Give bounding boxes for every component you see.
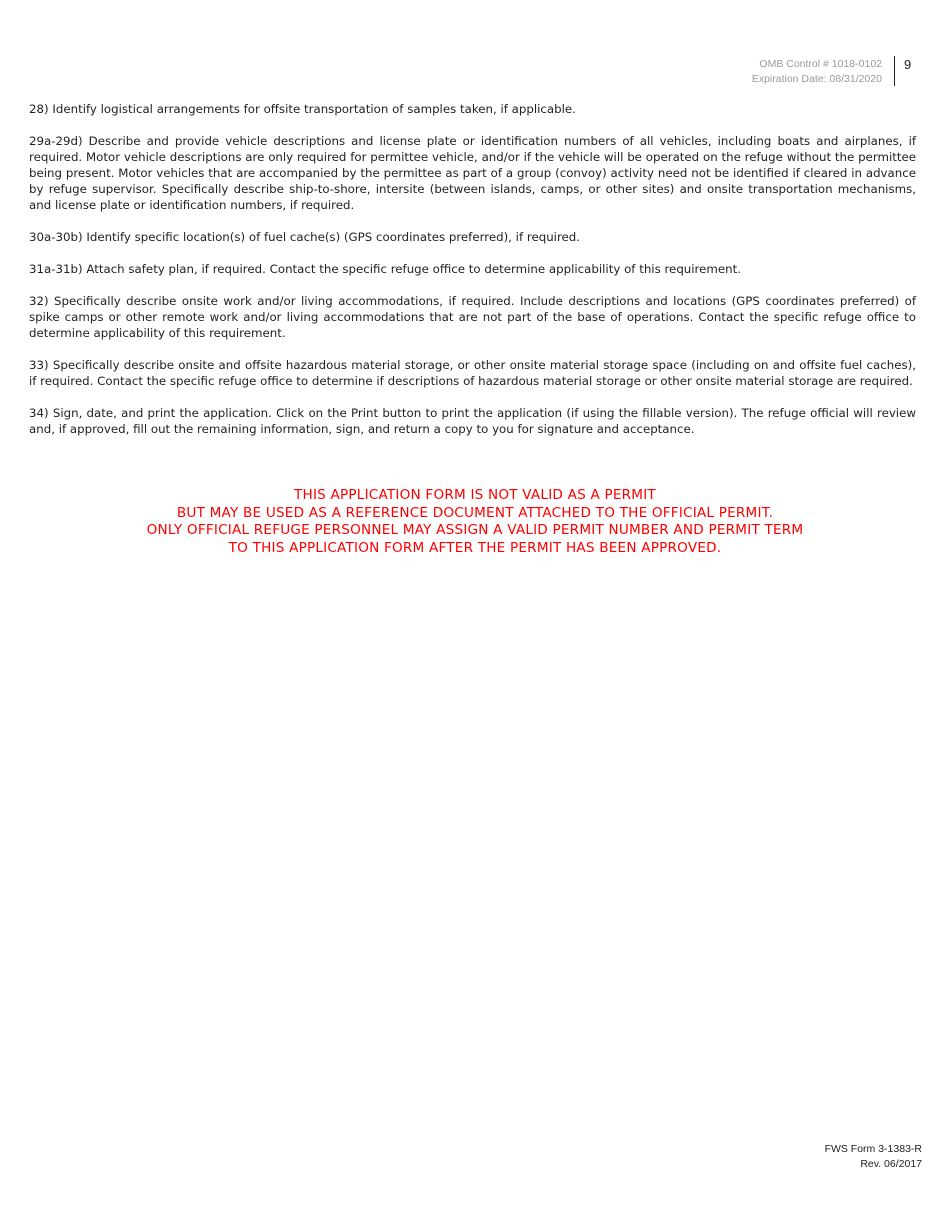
instruction-32: 32) Specifically describe onsite work and/or living accommodations, if required. Include descriptions and locations (GPS coordinates preferred) of spike camps or other remote work and/or living accommodations that are not part of the base of operations. Contact the specific refuge office to determine applicability of this requirement. — [29, 294, 916, 340]
notice-line: TO THIS APPLICATION FORM AFTER THE PERMIT HAS BEEN APPROVED. — [228, 539, 722, 556]
omb-control-number: OMB Control # 1018-0102 — [759, 58, 882, 70]
expiration-date: Expiration Date: 08/31/2020 — [751, 73, 882, 85]
page-number: 9 — [904, 57, 912, 72]
instructions-section — [29, 101, 916, 453]
form-number: FWS Form 3-1383-R — [824, 1143, 922, 1155]
instruction-29: 29a-29d) Describe and provide vehicle descriptions and license plate or identification numbers of all vehicles, including boats and airplanes, if required. Motor vehicle descriptions are only required for permittee vehicle, and/or if the vehicle will be operated on the refuge without the permittee being present. Motor vehicles that are accompanied by the permittee as part of a group (convoy) activity need not be identified if cleared in advance by refuge supervisor. Specifically describe ship-to-shore, intersite (between islands, camps, or other sites) and onsite transportation mechanisms, and license plate or identification numbers, if required. — [29, 134, 916, 212]
notice-line: THIS APPLICATION FORM IS NOT VALID AS A PERMIT — [294, 487, 656, 503]
header-divider — [894, 56, 895, 86]
instruction-34: 34) Sign, date, and print the application. Click on the Print button to print the application (if using the fillable version). The refuge official will review and, if approved, fill out the remaining information, sign, and return a copy to you for signature and acceptance. — [29, 406, 916, 436]
page-header — [0, 55, 950, 91]
page-footer — [825, 1142, 922, 1172]
instruction-28: 28) Identify logistical arrangements for offsite transportation of samples taken, if applicable. — [29, 102, 576, 116]
instruction-31: 31a-31b) Attach safety plan, if required. Contact the specific refuge office to determine applicability of this requirement. — [29, 262, 742, 276]
permit-validity-notice — [0, 487, 950, 557]
notice-line: BUT MAY BE USED AS A REFERENCE DOCUMENT ATTACHED TO THE OFFICIAL PERMIT. — [176, 504, 774, 521]
notice-line: ONLY OFFICIAL REFUGE PERSONNEL MAY ASSIGN A VALID PERMIT NUMBER AND PERMIT TERM — [146, 522, 804, 538]
revision-date: Rev. 06/2017 — [860, 1158, 922, 1170]
instruction-30: 30a-30b) Identify specific location(s) of fuel cache(s) (GPS coordinates preferred), if required. — [29, 230, 581, 244]
omb-control-block — [752, 57, 882, 87]
instruction-33: 33) Specifically describe onsite and offsite hazardous material storage, or other onsite material storage space (including on and offsite fuel caches), if required. Contact the specific refuge office to determine if descriptions of hazardous material storage or other onsite material storage are required. — [29, 358, 916, 388]
